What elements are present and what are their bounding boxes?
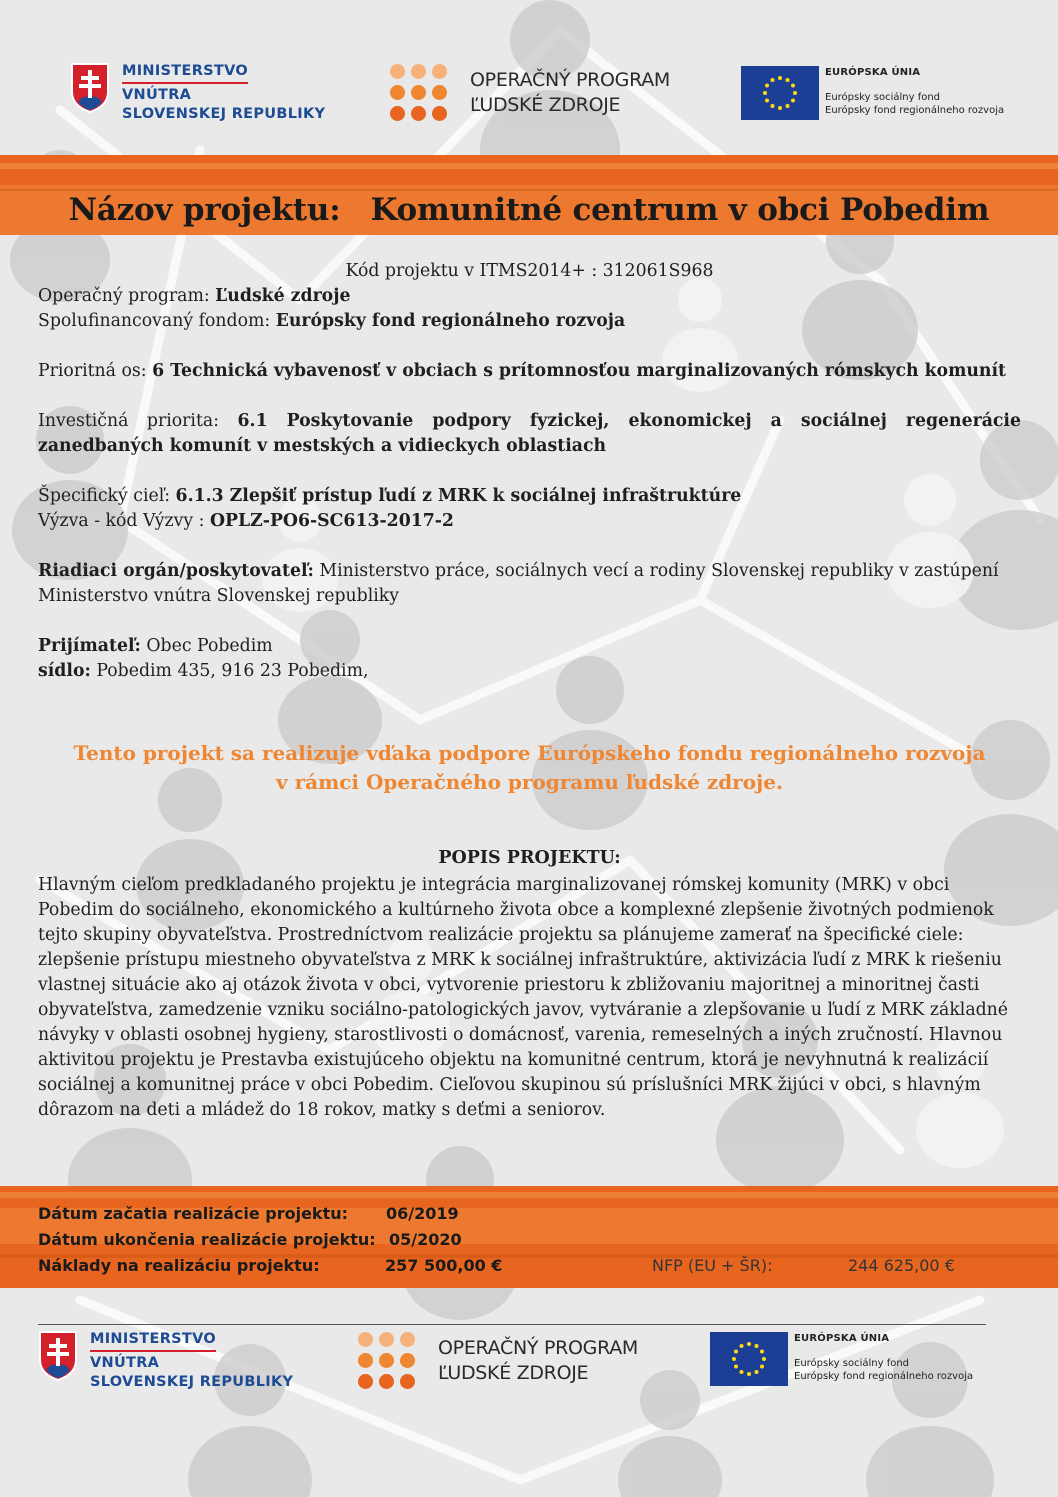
operational-program-value: Ľudské zdroje [215,286,351,306]
slovak-coat-of-arms-icon [70,62,110,114]
ministry-footer-line-2: VNÚTRA [90,1355,160,1371]
recipient-seat-value: Pobedim 435, 916 23 Pobedim, [90,661,369,681]
investment-priority-value: 6.1 Poskytovanie podpory fyzickej, ekonomickej a sociálnej regenerácie zanedbaných komunít v mestských a vidieckych oblastiach [38,411,1021,456]
start-date-value: 06/2019 [386,1204,459,1223]
op-footer-line-2: ĽUDSKÉ ZDROJE [438,1362,589,1384]
call-code-value: OPLZ-PO6-SC613-2017-2 [209,511,454,531]
eu-fund-1: Európsky sociálny fond [825,92,941,103]
description-text: Hlavným cieľom predkladaného projektu je integrácia marginalizovanej rómskej komunity (MRK) v obci Pobedim do sociálneho, ekonomického a kultúrneho života obce a komplexné zlepšenie životných podmienok tejto skupiny obyvateľstva. Prostredníctvom realizácie projektu sa plánujeme zamerať na špecifické ciele: zlepšenie prístupu miestneho obyvateľstva z MRK k sociálnej infraštruktúre, aktivizácia ľudí z MRK k riešeniu vlastnej situácie ako aj otázok života v obci, vytvorenie priestoru k zbližovaniu majoritnej a minoritnej časti obyvateľstva, zamedzenie vzniku sociálno-patologických javov, vytváranie a zlepšovanie u ľudí z MRK základné návyky v oblasti osobnej hygieny, starostlivosti o domácnosť, varenia, remeselných a iných zručností. Hlavnou aktivitou projektu je Prestavba existujúceho objektu na komunitné centrum, ktorá je nevyhnutná k realizácií sociálnej a komunitnej práce v obci Pobedim. Cieľovou skupinou sú príslušníci MRK žijúci v obci, s hlavným dôrazom na deti a mládež do 18 rokov, matky s deťmi a seniorov. [38,875,1009,1120]
specific-goal: Špecifický cieľ: 6.1.3 Zlepšiť prístup ľudí z MRK k sociálnej infraštruktúre [38,486,742,506]
op-ludske-zdroje-logo [390,64,670,122]
funding-note-line-1: Tento projekt sa realizuje vďaka podpore Európskeho fondu regionálneho rozvoja [73,741,986,765]
start-date-label: Dátum začatia realizácie projektu: [38,1204,349,1223]
eu-logo-footer [710,1332,973,1386]
slovak-coat-of-arms-icon [38,1330,78,1382]
ministry-logo-footer [38,1330,293,1392]
eu-fund-2: Európsky fond regionálneho rozvoja [825,105,1005,116]
investment-priority: Investičná priorita: 6.1 Poskytovanie podpory fyzickej, ekonomickej a sociálnej regenerácie zanedbaných komunít v mestských a vidieckych oblastiach [38,411,1021,456]
priority-axis-value: 6 Technická vybavenosť v obciach s prítomnosťou marginalizovaných rómskych komunít [152,361,1007,381]
recipient-seat: sídlo: Pobedim 435, 916 23 Pobedim, [38,661,369,681]
co-financing-fund: Spolufinancovaný fondom: Európsky fond regionálneho rozvoja [38,311,626,331]
ministry-logo [70,62,325,124]
op-line-1: OPERAČNÝ PROGRAM [470,69,670,91]
co-financing-fund-value: Európsky fond regionálneho rozvoja [275,311,626,331]
end-date-label: Dátum ukončenia realizácie projektu: [38,1230,376,1249]
nfp-value: 244 625,00 € [848,1256,955,1275]
project-details [38,259,1021,684]
call-code: Výzva - kód Výzvy : OPLZ-PO6-SC613-2017-2 [38,511,454,531]
eu-title: EURÓPSKA ÚNIA [825,67,921,78]
priority-axis: Prioritná os: 6 Technická vybavenosť v obciach s prítomnosťou marginalizovaných rómskych komunít [38,361,1007,381]
op-footer-line-1: OPERAČNÝ PROGRAM [438,1337,638,1359]
op-dots-icon [390,64,448,122]
eu-footer-title: EURÓPSKA ÚNIA [794,1333,890,1344]
footer-divider [38,1324,986,1325]
eu-footer-fund-1: Európsky sociálny fond [794,1358,910,1369]
recipient-value: Obec Pobedim [140,636,273,656]
header-logos [0,60,1058,140]
ministry-line-1: MINISTERSTVO [122,62,248,84]
recipient: Prijímateľ: Obec Pobedim [38,636,273,656]
op-ludske-zdroje-logo-footer [358,1332,638,1390]
op-line-2: ĽUDSKÉ ZDROJE [470,94,621,116]
project-code: Kód projektu v ITMS2014+ : 312061S968 [345,261,714,281]
funding-note-line-2: v rámci Operačného programu ľudské zdroje. [276,770,783,794]
project-title-label: Názov projektu: [68,192,341,228]
operational-program: Operačný program: Ľudské zdroje [38,286,351,306]
managing-authority-value: Ministerstvo práce, sociálnych vecí a rodiny Slovenskej republiky v zastúpení Ministerstvo vnútra Slovenskej republiky [38,561,999,606]
specific-goal-value: 6.1.3 Zlepšiť prístup ľudí z MRK k sociálnej infraštruktúre [175,486,742,506]
eu-flag-icon [741,66,819,120]
cost-value: 257 500,00 € [385,1256,503,1275]
nfp-label: NFP (EU + ŠR): [652,1256,773,1275]
description-heading: POPIS PROJEKTU: [438,848,621,868]
ministry-footer-line-3: SLOVENSKEJ REPUBLIKY [90,1374,294,1390]
end-date-value: 05/2020 [389,1230,462,1249]
project-title [0,192,1058,228]
ministry-footer-line-1: MINISTERSTVO [90,1330,216,1352]
project-title-value: Komunitné centrum v obci Pobedim [370,192,990,228]
eu-flag-icon [710,1332,788,1386]
eu-logo [741,66,1004,120]
eu-footer-fund-2: Európsky fond regionálneho rozvoja [794,1371,974,1382]
ministry-line-3: SLOVENSKEJ REPUBLIKY [122,106,326,122]
managing-authority: Riadiaci orgán/poskytovateľ: Ministerstvo práce, sociálnych vecí a rodiny Slovenskej republiky v zastúpení Ministerstvo vnútra Slovenskej republiky [38,561,999,606]
op-dots-icon [358,1332,416,1390]
ministry-line-2: VNÚTRA [122,87,192,103]
footer-logos [0,1328,1058,1408]
funding-note [38,739,1021,797]
cost-label: Náklady na realizáciu projektu: [38,1256,320,1275]
